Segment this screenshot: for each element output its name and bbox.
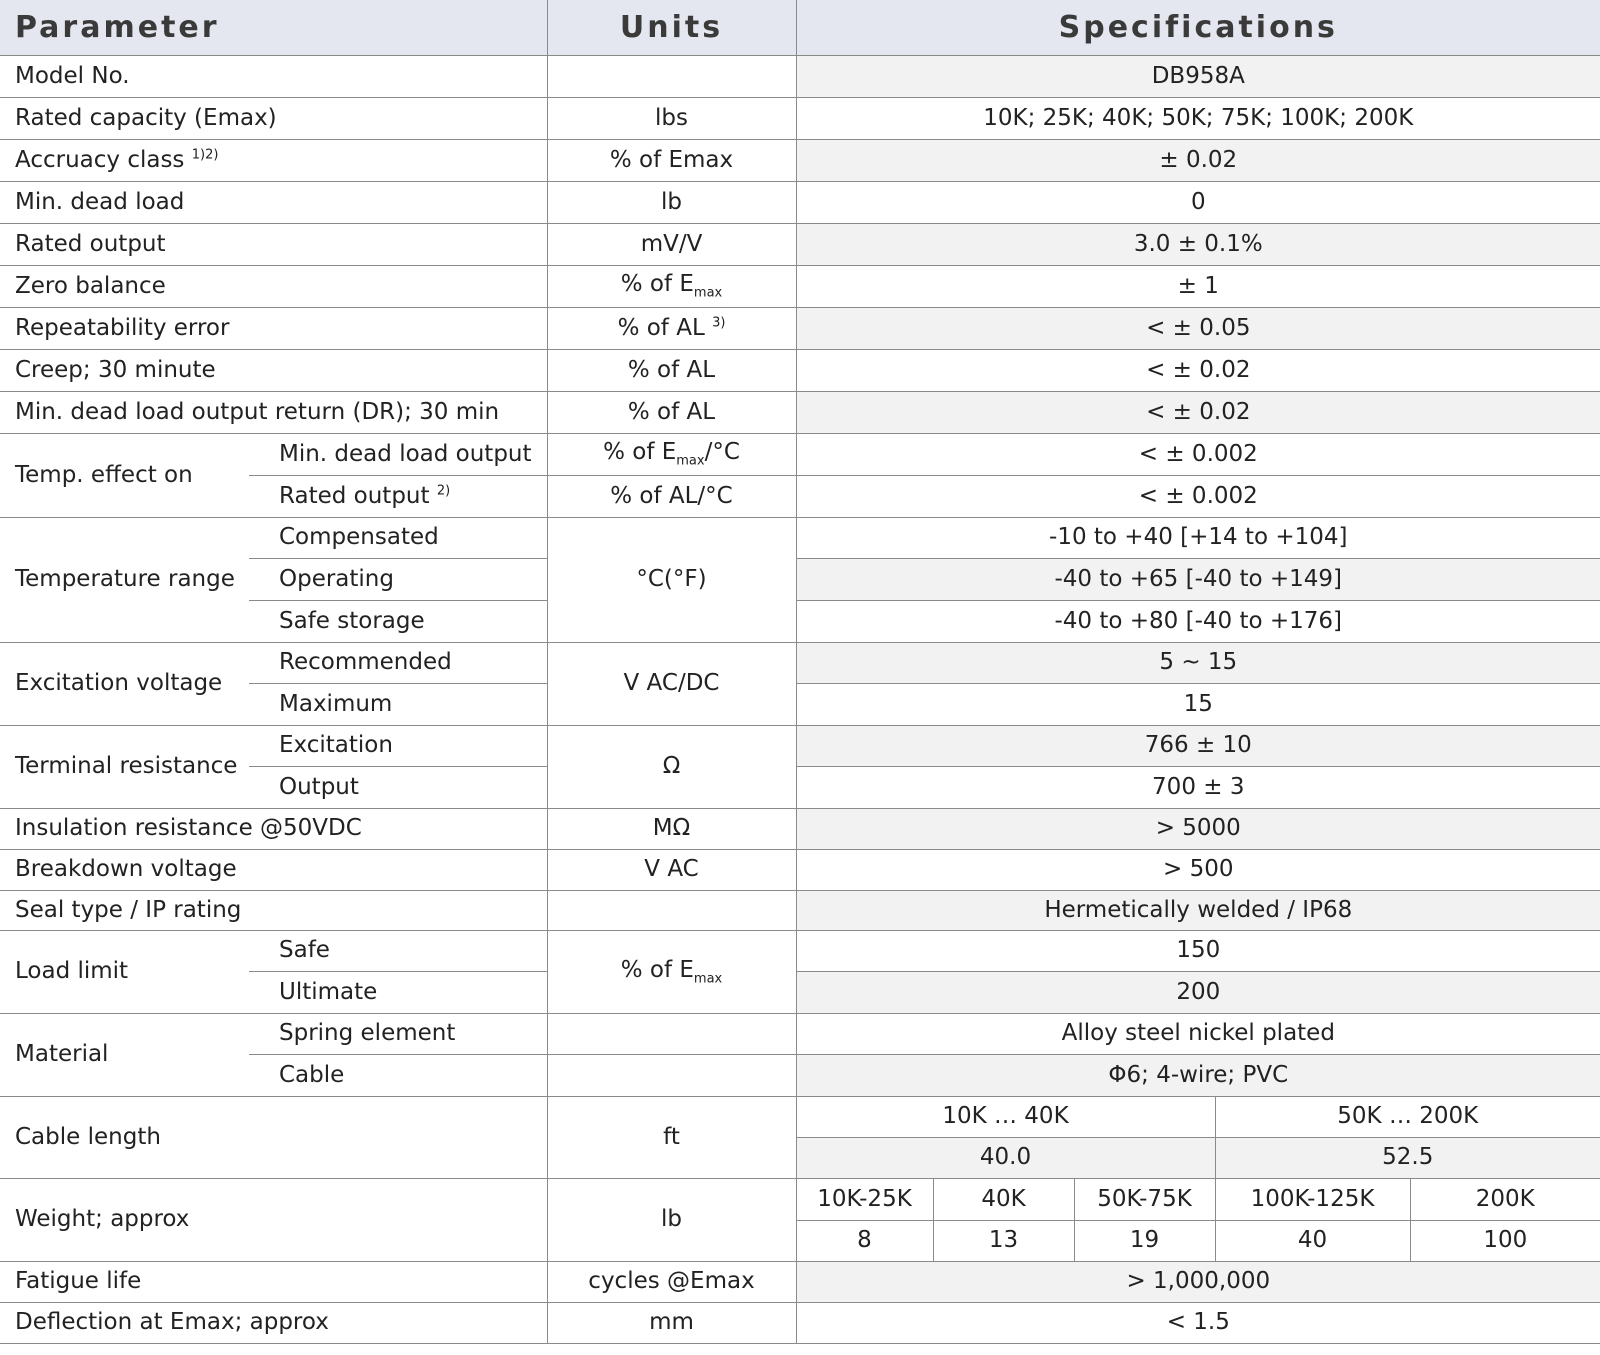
sub-label-operating: Operating [249,559,547,601]
sub-label-spring-element: Spring element [249,1014,547,1055]
row-value-recommended: 5 ~ 15 [796,643,1600,684]
row-label-accuracy: Accruacy class $^{1)2)}$ [0,140,547,182]
row-value-dr: < ± 0.02 [796,392,1600,434]
table-row [0,98,1600,140]
table-row [0,891,1600,931]
sub-label-safe: Safe [249,931,547,972]
row-label-cable-length: Cable length [0,1097,547,1179]
row-unit-seal [547,891,796,931]
row-unit-creep: % of AL [547,350,796,392]
row-unit-cable [547,1055,796,1097]
weight-value-4: 40 [1215,1221,1410,1262]
weight-header-1: 10K-25K [796,1179,933,1221]
weight-header-2: 40K [933,1179,1074,1221]
weight-value-1: 8 [796,1221,933,1262]
table-row [0,1262,1600,1303]
cable-length-value-2: 52.5 [1215,1138,1600,1179]
row-value-deflection: < 1.5 [796,1303,1600,1344]
row-label-repeatability: Repeatability error [0,308,547,350]
row-label-rated-output: Rated output [0,224,547,266]
row-value-rated-capacity: 10K; 25K; 40K; 50K; 75K; 100K; 200K [796,98,1600,140]
weight-value-2: 13 [933,1221,1074,1262]
weight-value-3: 19 [1074,1221,1215,1262]
sub-label-cable: Cable [249,1055,547,1097]
table-row [0,56,1600,98]
row-value-repeatability: < ± 0.05 [796,308,1600,350]
row-unit-repeatability: % of AL $^{3)}$ [547,308,796,350]
table-row [0,224,1600,266]
sub-label-excitation: Excitation [249,726,547,767]
sub-label-output: Output [249,767,547,809]
row-unit-terminal-resistance: Ω [547,726,796,809]
row-label-rated-capacity: Rated capacity (Emax) [0,98,547,140]
table-row [0,643,1600,684]
row-unit-insulation: MΩ [547,809,796,850]
header-specifications: Specifications [796,0,1600,56]
table-row [0,140,1600,182]
table-row [0,809,1600,850]
table-row [0,1179,1600,1221]
row-value-zero-balance: ± 1 [796,266,1600,308]
row-unit-fatigue: cycles @Emax [547,1262,796,1303]
row-unit-deflection: mm [547,1303,796,1344]
row-label-fatigue: Fatigue life [0,1262,547,1303]
row-unit-rated-output: mV/V [547,224,796,266]
row-unit-rated-capacity: lbs [547,98,796,140]
row-value-model: DB958A [796,56,1600,98]
row-unit-excitation-voltage: V AC/DC [547,643,796,726]
table-row [0,182,1600,224]
table-row [0,518,1600,559]
row-unit-zero-balance: % of $E_{max}$ [547,266,796,308]
row-label-model: Model No. [0,56,547,98]
row-value-safe: 150 [796,931,1600,972]
row-unit-min-dead-load: lb [547,182,796,224]
row-value-seal: Hermetically welded / IP68 [796,891,1600,931]
group-label-excitation-voltage: Excitation voltage [0,643,249,726]
table-row [0,350,1600,392]
table-header-row [0,0,1600,56]
weight-header-3: 50K-75K [1074,1179,1215,1221]
cable-length-header-2: 50K … 200K [1215,1097,1600,1138]
table-row [0,1097,1600,1138]
weight-header-5: 200K [1410,1179,1600,1221]
footnote-marker: 3) [712,315,726,331]
sub-label-safe-storage: Safe storage [249,601,547,643]
row-unit-temp-effect-rated-output: % of AL/°C [547,476,796,518]
row-label-breakdown: Breakdown voltage [0,850,547,891]
cable-length-header-1: 10K … 40K [796,1097,1215,1138]
row-unit-spring-element [547,1014,796,1055]
row-value-breakdown: > 500 [796,850,1600,891]
row-value-rated-output: 3.0 ± 0.1% [796,224,1600,266]
sub-label-temp-effect-dead-load: Min. dead load output [249,434,547,476]
sub-label-compensated: Compensated [249,518,547,559]
row-unit-breakdown: V AC [547,850,796,891]
sub-label-temp-effect-rated-output: Rated output $^{2)}$ [249,476,547,518]
row-value-excitation: 766 ± 10 [796,726,1600,767]
group-label-temp-effect: Temp. effect on [0,434,249,518]
table-row [0,931,1600,972]
sub-label-maximum: Maximum [249,684,547,726]
sub-label-ultimate: Ultimate [249,972,547,1014]
row-label-weight: Weight; approx [0,1179,547,1262]
row-label-seal: Seal type / IP rating [0,891,547,931]
footnote-marker: 2) [436,483,451,499]
row-value-operating: -40 to +65 [-40 to +149] [796,559,1600,601]
row-unit-weight: lb [547,1179,796,1262]
header-units: Units [547,0,796,56]
row-value-maximum: 15 [796,684,1600,726]
weight-header-4: 100K-125K [1215,1179,1410,1221]
row-unit-model [547,56,796,98]
row-unit-temp-effect-dead-load: % of $E_{max}/^\circ C$ [547,434,796,476]
table-row [0,392,1600,434]
row-unit-cable-length: ft [547,1097,796,1179]
row-value-spring-element: Alloy steel nickel plated [796,1014,1600,1055]
row-label-dr: Min. dead load output return (DR); 30 min [0,392,547,434]
table-row [0,266,1600,308]
table-row [0,1014,1600,1055]
row-unit-temp-range: °C(°F) [547,518,796,643]
row-value-compensated: -10 to +40 [+14 to +104] [796,518,1600,559]
header-parameter: Parameter [0,0,547,56]
row-unit-dr: % of AL [547,392,796,434]
row-label-min-dead-load: Min. dead load [0,182,547,224]
table-row [0,434,1600,476]
row-value-safe-storage: -40 to +80 [-40 to +176] [796,601,1600,643]
weight-value-5: 100 [1410,1221,1600,1262]
footnote-marker: 1)2) [191,147,219,163]
row-label-deflection: Deflection at Emax; approx [0,1303,547,1344]
group-label-temp-range: Temperature range [0,518,249,643]
group-label-load-limit: Load limit [0,931,249,1014]
group-label-material: Material [0,1014,249,1097]
row-value-accuracy: ± 0.02 [796,140,1600,182]
table-row [0,726,1600,767]
row-value-min-dead-load: 0 [796,182,1600,224]
row-label-insulation: Insulation resistance @50VDC [0,809,547,850]
row-unit-load-limit: % of $E_{max}$ [547,931,796,1014]
row-value-output: 700 ± 3 [796,767,1600,809]
row-value-temp-effect-rated-output: < ± 0.002 [796,476,1600,518]
row-value-creep: < ± 0.02 [796,350,1600,392]
cable-length-value-1: 40.0 [796,1138,1215,1179]
row-value-insulation: > 5000 [796,809,1600,850]
table-row [0,850,1600,891]
sub-label-recommended: Recommended [249,643,547,684]
row-value-cable: Φ6; 4-wire; PVC [796,1055,1600,1097]
row-label-creep: Creep; 30 minute [0,350,547,392]
group-label-terminal-resistance: Terminal resistance [0,726,249,809]
row-value-temp-effect-dead-load: < ± 0.002 [796,434,1600,476]
row-value-fatigue: > 1,000,000 [796,1262,1600,1303]
table-row [0,308,1600,350]
row-value-ultimate: 200 [796,972,1600,1014]
row-unit-accuracy: % of Emax [547,140,796,182]
row-label-zero-balance: Zero balance [0,266,547,308]
table-row [0,1303,1600,1344]
